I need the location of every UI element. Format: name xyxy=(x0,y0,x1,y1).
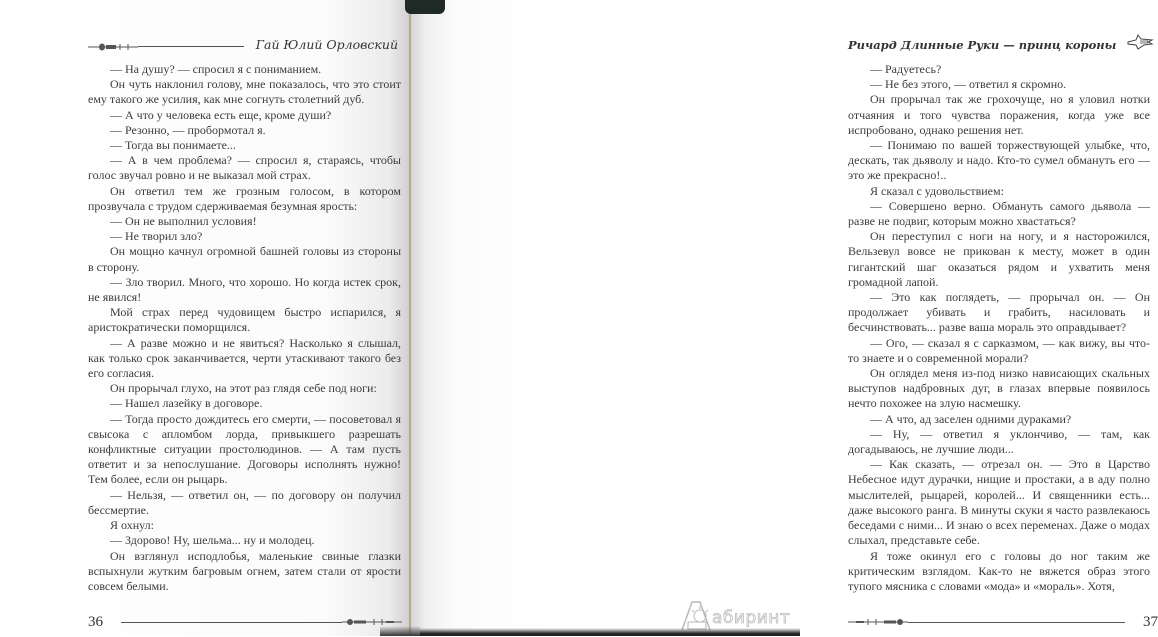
right-footer xyxy=(848,613,1158,631)
header-rule xyxy=(138,46,244,47)
paragraph: Он взглянул исподлобья, маленькие свиные глазки вспыхнули жутким багровым огнем, затем стали от ярости совсем белыми. xyxy=(88,548,401,593)
left-footer xyxy=(88,613,402,631)
paragraph: — Зло творил. Много, что хорошо. Но когда истек срок, не явился! xyxy=(88,274,401,305)
right-page-body xyxy=(848,62,1150,594)
bottom-shadow-gutter xyxy=(380,626,420,636)
labirint-logo-icon xyxy=(678,596,714,632)
spine-top xyxy=(405,0,445,14)
paragraph: Он прорычал глухо, на этот раз глядя себе под ноги: xyxy=(110,381,377,396)
paragraph: Он прорычал так же грохочуще, но я уловил нотки отчаяния и того чувства поражения, когда уже все испробовано, однако решения нет. xyxy=(848,92,1150,137)
running-head-title: Ричард Длинные Руки — принц короны xyxy=(848,38,1117,52)
paragraph: — Не без этого, — ответил я скромно. xyxy=(870,77,1067,92)
paragraph: — А разве можно и не явиться? Насколько я слышал, как только срок заканчивается, черти утаскивают такого без его согласия. xyxy=(88,335,401,381)
paragraph: Он оглядел меня из-под низко нависающих скальных выступов надбровных дуг, в глазах впервые появилось нечто похожее на злую насмешку. xyxy=(848,366,1150,411)
paragraph: — На душу? — спросил я с пониманием. xyxy=(110,62,322,76)
paragraph: — Понимаю по вашей торжествующей улыбке, что, дескать, так дьяволу и надо. Кто-то сумел обмануть его — это же прекрасно!.. xyxy=(848,138,1150,183)
gutter xyxy=(409,0,411,636)
paragraph: Я сказал с удовольствием: xyxy=(870,183,1004,198)
ornament-left-icon xyxy=(88,39,138,53)
paragraph: — А в чем проблема? — спросил я, стараясь, чтобы голос звучал ровно и не выказал мой страх. xyxy=(88,153,401,183)
paragraph: — Не творил зло? xyxy=(110,229,203,244)
paragraph: Я тоже окинул его с головы до ног таким же критическим взглядом. Как-то не вяжется образ этого тупого мясника с словами «мода» и «мораль». Хотя, xyxy=(848,548,1150,593)
paragraph: — Он не выполнил условия! xyxy=(110,214,257,229)
labirint-watermark xyxy=(678,596,793,632)
footer-rule xyxy=(121,622,342,623)
paragraph: — Тогда просто дождитесь его смерти, — посоветовал я свысока с апломбом лорда, привыкшего разрешать конфликтные ситуации простолюдинов. — А там пусть ответит и за непослушание. Договоры исполнять нужно! Тем более, если он рыцарь. xyxy=(88,411,401,487)
left-page xyxy=(0,0,410,636)
right-running-header xyxy=(820,30,1150,52)
paragraph: — А что, ад заселен одними дураками? xyxy=(870,411,1072,426)
paragraph: — Ого, — сказал я с сарказмом, — как вижу, вы что-то знаете и о современной морали? xyxy=(848,335,1150,365)
footer-rule xyxy=(908,622,1125,623)
paragraph: — Как сказать, — отрезал он. — Это в Царство Небесное идут дурачки, нищие и простаки, а в аду полно мыслителей, рыцарей, королей... И священники есть... даже высокого ранга. В минуты скуки я часто развлекаюсь беседами с ними... И знаю о всех переменах. Даже о модах слыхал, представьте себе. xyxy=(848,457,1150,548)
paragraph: — Резонно, — пробормотал я. xyxy=(110,122,266,137)
left-running-header xyxy=(88,30,398,52)
paragraph: — Радуетесь? xyxy=(870,62,942,76)
paragraph: Он мощно качнул огромной башней головы из стороны в сторону. xyxy=(88,244,401,274)
right-page xyxy=(410,0,1158,636)
page-number-right: 37 xyxy=(1143,613,1158,630)
paragraph: — Нельзя, — ответил он, — по договору он получил бессмертие. xyxy=(88,487,401,517)
page-number-left: 36 xyxy=(88,613,103,630)
paragraph: — Это как поглядеть, — прорычал он. — Он продолжает убивать и грабить, насиловать и бесчинствовать... разве ваша мораль это оправдывает? xyxy=(848,290,1150,335)
paragraph: — Здорово! Ну, шельма... ну и молодец. xyxy=(110,533,315,548)
paragraph: Он чуть наклонил голову, мне показалось, что это стоит ему такого же усилия, как мне согнуть столетний дуб. xyxy=(88,77,401,107)
paragraph: — Тогда вы понимаете... xyxy=(110,138,236,153)
ornament-footer-right-icon xyxy=(848,617,908,627)
paragraph: Я охнул: xyxy=(110,518,154,533)
paragraph: Мой страх перед чудовищем быстро испарился, я аристократически поморщился. xyxy=(88,305,401,335)
left-page-body xyxy=(88,62,401,594)
paragraph: — Нашел лазейку в договоре. xyxy=(110,396,263,411)
bottom-shadow xyxy=(420,628,800,636)
paragraph: Он переступил с ноги на ногу, и я насторожился, Вельзевул вовсе не прикован к месту, может в один гигантский шаг оказаться рядом и ухватить меня громадной лапой. xyxy=(848,229,1150,289)
paragraph: — Ну, — ответил я уклончиво, — там, как догадываюсь, не лучшие люди... xyxy=(848,426,1150,457)
paragraph: — Совершено верно. Обмануть самого дьявола — разве не подвиг, которым можно хвастаться? xyxy=(848,198,1150,229)
paragraph: — А что у человека есть еще, кроме души? xyxy=(110,107,332,122)
running-head-author: Гай Юлий Орловский xyxy=(255,37,398,52)
paragraph: Он ответил тем же грозным голосом, в котором прозвучала с трудом сдерживаемая безумная ярость: xyxy=(88,183,401,213)
watermark-text: абиринт xyxy=(712,608,791,628)
pointing-hand-icon xyxy=(1126,32,1156,52)
